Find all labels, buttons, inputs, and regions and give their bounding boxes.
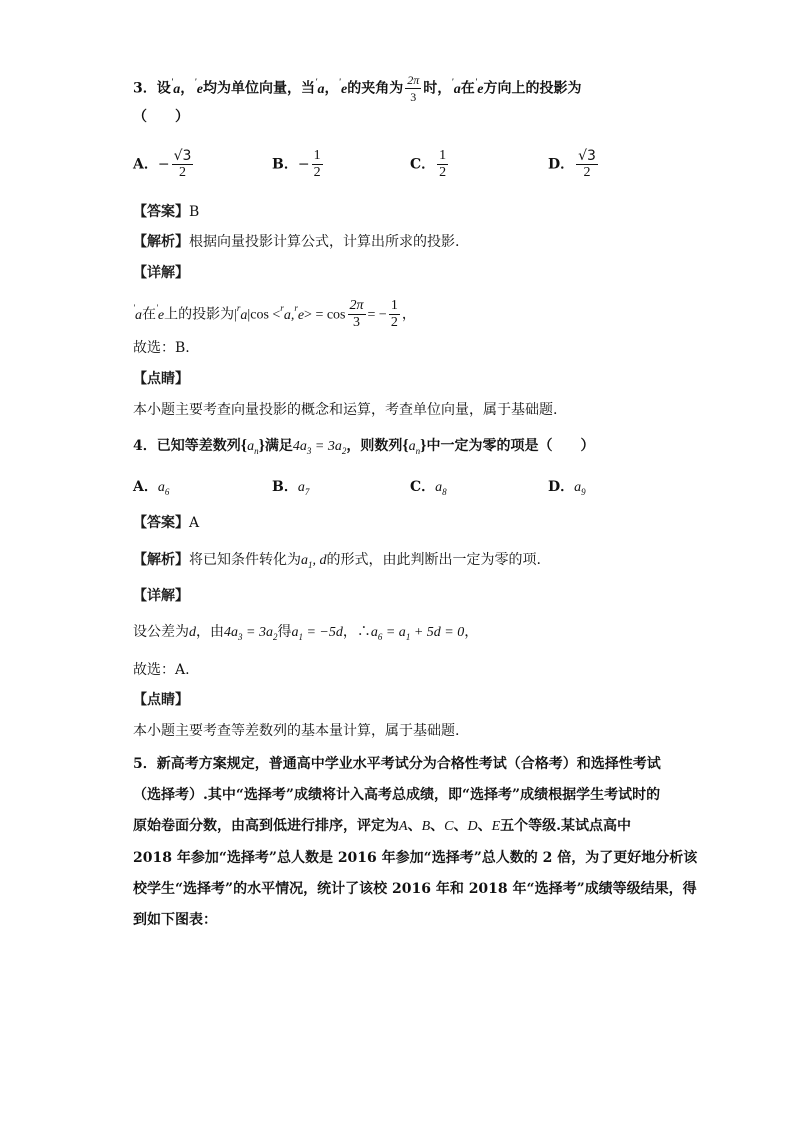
q5-line-1: 5．新高考方案规定，普通高中学业水平考试分为合格性考试（合格考）和选择性考试: [133, 756, 661, 772]
q4-option-a: A．$a_6$: [133, 479, 170, 497]
q5-line-3: 原始卷面分数，由高到低进行排序，评定为A、B、C、D、E五个等级.某试点高中: [133, 818, 632, 834]
q3-analysis: 【解析】根据向量投影计算公式，计算出所求的投影.: [133, 234, 460, 250]
q3-option-a: A．− $\frac{√3}{2}$: [133, 148, 192, 180]
q3-choose: 故选：B.: [133, 340, 190, 356]
q3-answer: 【答案】B: [133, 204, 200, 220]
vec-a: 'a: [315, 76, 325, 97]
q3-paren: （ ）: [133, 109, 189, 125]
q3-number: 3．: [133, 80, 157, 97]
vec-e: 'e: [338, 76, 348, 97]
q5-line-6: 到如下图表：: [133, 912, 217, 928]
vec-e: 'e: [194, 76, 203, 97]
q4-option-c: C．$a_8$: [410, 479, 447, 497]
q4-option-b: B．$a_7$: [272, 479, 310, 497]
q3-stem: 3．设'a，'e均为单位向量，当'a，'e的夹角为 $\frac{2\pi}{3}$ 时，'a在'e方向上的投影为: [133, 73, 582, 104]
q4-answer: 【答案】A: [133, 515, 200, 531]
q4-comment: 本小题主要考查等差数列的基本量计算，属于基础题.: [133, 723, 460, 739]
q4-comment-tag: 【点睛】: [133, 692, 189, 708]
q3-option-c: C． $\frac{1}{2}$: [410, 148, 447, 180]
q4-option-d: D．$a_9$: [548, 479, 586, 497]
q5-line-4: 2018 年参加“选择考”总人数是 2016 年参加“选择考”总人数的 2 倍，为了更好地分析该: [133, 850, 698, 866]
angle-fraction: $\frac{2\pi}{3}$: [407, 73, 420, 104]
q3-detail-tag: 【详解】: [133, 265, 189, 281]
q3-comment: 本小题主要考查向量投影的概念和运算，考查单位向量，属于基础题.: [133, 402, 558, 418]
vec-a: 'a: [451, 76, 461, 97]
vec-a: 'a: [170, 76, 181, 97]
q5-line-5: 校学生“选择考”的水平情况，统计了该校 2016 年和 2018 年“选择考”成绩等级结果，得: [133, 881, 697, 897]
vec-e: 'e: [474, 76, 484, 97]
q4-detail-tag: 【详解】: [133, 588, 189, 604]
q4-choose: 故选：A.: [133, 662, 190, 678]
q4-stem: 4．已知等差数列$\{a_n\}$满足$4a_3 = 3a_2$，则数列$\{a_n\}$中一定为零的项是（ ）: [133, 437, 595, 456]
q3-detail: 'a在'e上的投影为$|^ra|\cos <^ra,^re> = \cos$ $\frac{2\pi}{3}$ = − $\frac{1}{2}$ ，: [133, 298, 416, 330]
q3-option-b: B．− $\frac{1}{2}$: [272, 148, 321, 180]
q5-line-2: （选择考）.其中“选择考”成绩将计入高考总成绩，即“选择考”成绩根据学生考试时的: [133, 787, 661, 803]
q3-comment-tag: 【点睛】: [133, 371, 189, 387]
q4-analysis: 【解析】将已知条件转化为$a_1$, d的形式，由此判断出一定为零的项.: [133, 552, 541, 570]
q3-option-d: D． $\frac{√3}{2}$: [548, 148, 596, 180]
q3-stem-a: 设: [156, 80, 171, 97]
q4-detail: 设公差为d，由$4a_3 = 3a_2$得$a_1 = -5d$，$\therefore a_6 = a_1 + 5d = 0$，: [133, 624, 479, 642]
